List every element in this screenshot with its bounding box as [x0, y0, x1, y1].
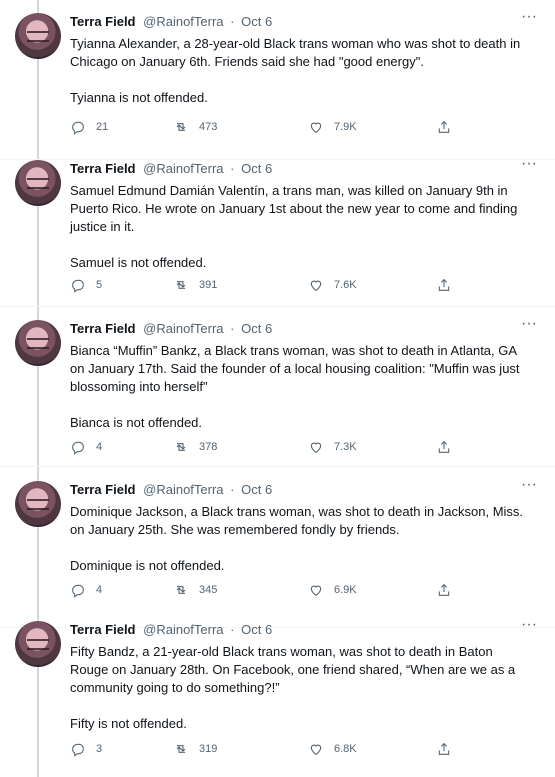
- more-icon[interactable]: ···: [521, 315, 537, 332]
- tweet-text: Dominique Jackson, a Black trans woman, was shot to death in Jackson, Miss. on January 25th. She was remembered fondly by friends. Dominique is not offended.: [70, 504, 524, 573]
- retweet-button[interactable]: [173, 741, 217, 757]
- reply-count: 21: [96, 121, 109, 133]
- reply-icon: [70, 277, 86, 293]
- tweet-date[interactable]: Oct 6: [241, 14, 273, 29]
- more-icon[interactable]: ···: [521, 476, 537, 493]
- tweet-actions: [70, 582, 460, 600]
- reply-count: 5: [96, 279, 103, 291]
- share-button[interactable]: [436, 119, 452, 135]
- retweet-button[interactable]: [173, 439, 217, 455]
- reply-button[interactable]: [70, 741, 102, 757]
- tweet-actions: [70, 277, 460, 295]
- avatar[interactable]: [15, 13, 61, 59]
- author-handle[interactable]: @RainofTerra: [143, 321, 224, 336]
- share-button[interactable]: [436, 277, 452, 293]
- retweet-button[interactable]: [173, 119, 217, 135]
- tweet-date[interactable]: Oct 6: [241, 622, 273, 637]
- like-count: 7.3K: [334, 441, 357, 453]
- avatar[interactable]: [15, 481, 61, 527]
- tweet-actions: [70, 119, 460, 137]
- share-button[interactable]: [436, 582, 452, 598]
- tweet-4[interactable]: [0, 608, 555, 777]
- tweet-actions: [70, 741, 460, 759]
- author-name[interactable]: Terra Field: [70, 14, 136, 29]
- author-name[interactable]: Terra Field: [70, 482, 136, 497]
- tweet-header: [70, 481, 530, 499]
- tweet-text: Bianca “Muffin” Bankz, a Black trans woman, was shot to death in Atlanta, GA on January 17th. Said the founder of a local housing coalition: "Muffin was just blossoming into herself" Bianca is not offended.: [70, 343, 520, 430]
- retweet-icon: [173, 119, 189, 135]
- more-icon[interactable]: ···: [521, 155, 537, 172]
- like-button[interactable]: [308, 439, 357, 455]
- share-icon: [436, 439, 452, 455]
- reply-icon: [70, 439, 86, 455]
- author-name[interactable]: Terra Field: [70, 622, 136, 637]
- like-icon: [308, 119, 324, 135]
- retweet-icon: [173, 277, 189, 293]
- retweet-count: 345: [199, 584, 218, 596]
- tweet-text: Tyianna Alexander, a 28-year-old Black trans woman who was shot to death in Chicago on January 6th. Friends said she had "good energy". Tyianna is not offended.: [70, 36, 521, 105]
- separator-dot: ·: [230, 321, 235, 336]
- reply-button[interactable]: [70, 439, 102, 455]
- like-button[interactable]: [308, 119, 357, 135]
- tweet-header: [70, 621, 530, 639]
- tweet-header: [70, 320, 530, 338]
- author-handle[interactable]: @RainofTerra: [143, 161, 224, 176]
- like-icon: [308, 741, 324, 757]
- like-button[interactable]: [308, 582, 357, 598]
- reply-button[interactable]: [70, 582, 102, 598]
- separator-dot: ·: [230, 161, 235, 176]
- tweet-date[interactable]: Oct 6: [241, 482, 273, 497]
- retweet-count: 319: [199, 743, 218, 755]
- tweet-header: [70, 13, 530, 31]
- author-name[interactable]: Terra Field: [70, 161, 136, 176]
- separator-dot: ·: [230, 14, 235, 29]
- reply-icon: [70, 741, 86, 757]
- avatar[interactable]: [15, 320, 61, 366]
- separator-dot: ·: [230, 622, 235, 637]
- share-icon: [436, 741, 452, 757]
- share-button[interactable]: [436, 439, 452, 455]
- reply-button[interactable]: [70, 277, 102, 293]
- reply-icon: [70, 119, 86, 135]
- tweet-1[interactable]: [0, 147, 555, 307]
- author-name[interactable]: Terra Field: [70, 321, 136, 336]
- reply-button[interactable]: [70, 119, 108, 135]
- like-icon: [308, 277, 324, 293]
- retweet-button[interactable]: [173, 582, 217, 598]
- tweet-actions: [70, 439, 460, 457]
- retweet-count: 378: [199, 441, 218, 453]
- tweet-date[interactable]: Oct 6: [241, 161, 273, 176]
- like-count: 6.8K: [334, 743, 357, 755]
- avatar[interactable]: [15, 160, 61, 206]
- avatar[interactable]: [15, 621, 61, 667]
- more-icon[interactable]: ···: [521, 8, 537, 25]
- share-icon: [436, 582, 452, 598]
- retweet-icon: [173, 582, 189, 598]
- author-handle[interactable]: @RainofTerra: [143, 622, 224, 637]
- author-handle[interactable]: @RainofTerra: [143, 482, 224, 497]
- share-button[interactable]: [436, 741, 452, 757]
- tweet-3[interactable]: [0, 468, 555, 628]
- reply-count: 4: [96, 584, 103, 596]
- reply-count: 4: [96, 441, 103, 453]
- retweet-count: 391: [199, 279, 218, 291]
- tweet-text: Fifty Bandz, a 21-year-old Black trans woman, was shot to death in Baton Rouge on January 28th. On Facebook, one friend shared, “When are we as a community going to do something?!” Fifty is not offended.: [70, 644, 516, 731]
- tweet-0[interactable]: [0, 0, 555, 160]
- tweet-header: [70, 160, 530, 178]
- like-count: 6.9K: [334, 584, 357, 596]
- like-icon: [308, 439, 324, 455]
- retweet-icon: [173, 741, 189, 757]
- reply-count: 3: [96, 743, 103, 755]
- separator-dot: ·: [230, 482, 235, 497]
- tweet-text: Samuel Edmund Damián Valentín, a trans man, was killed on January 9th in Puerto Rico. He wrote on January 1st about the new year to come and finding justice in it. Samuel is not offended.: [70, 183, 518, 270]
- retweet-icon: [173, 439, 189, 455]
- share-icon: [436, 119, 452, 135]
- like-button[interactable]: [308, 277, 357, 293]
- retweet-button[interactable]: [173, 277, 217, 293]
- retweet-count: 473: [199, 121, 218, 133]
- reply-icon: [70, 582, 86, 598]
- more-icon[interactable]: ···: [521, 616, 537, 633]
- like-button[interactable]: [308, 741, 357, 757]
- like-icon: [308, 582, 324, 598]
- author-handle[interactable]: @RainofTerra: [143, 14, 224, 29]
- tweet-date[interactable]: Oct 6: [241, 321, 273, 336]
- tweet-2[interactable]: [0, 307, 555, 467]
- like-count: 7.6K: [334, 279, 357, 291]
- like-count: 7.9K: [334, 121, 357, 133]
- share-icon: [436, 277, 452, 293]
